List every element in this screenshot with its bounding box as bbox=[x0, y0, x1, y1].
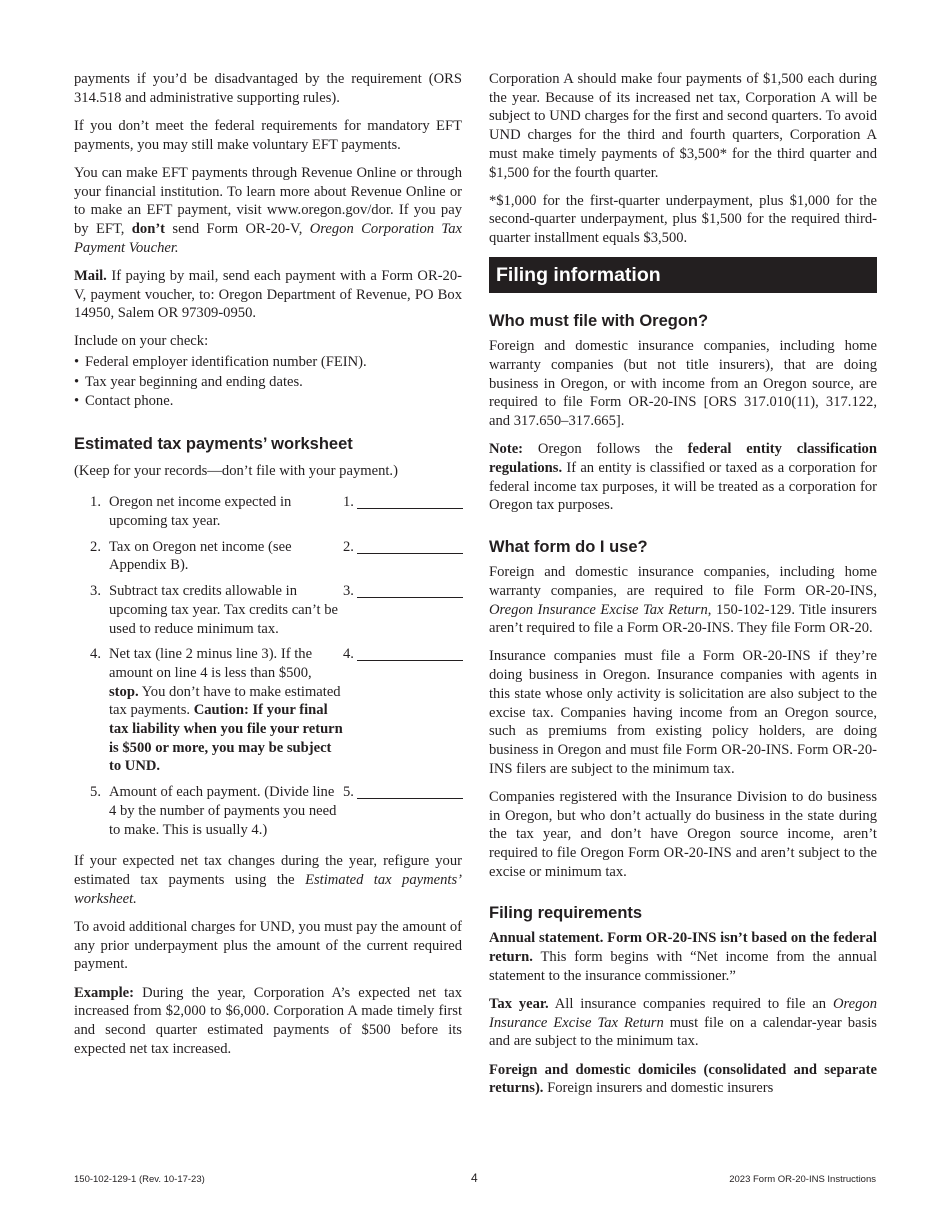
line-number: 1. bbox=[90, 494, 101, 511]
registered-paragraph: Companies registered with the Insurance Division to do business in Oregon, but who don’t actually do business in the state during the tax year, and don’t have Oregon source income, aren’t required to file Oregon Form OR-20-INS and aren’t subject to the excise or minimum tax. bbox=[489, 788, 877, 880]
footer-form-number: 150-102-129-1 (Rev. 10-17-23) bbox=[74, 1174, 205, 1185]
footer-form-title: 2023 Form OR-20-INS Instructions bbox=[729, 1174, 876, 1185]
und-paragraph: To avoid additional charges for UND, you must pay the amount of any prior underpayment plus the amount of the current required payment. bbox=[74, 918, 462, 973]
eft-revenue-online-paragraph bbox=[74, 164, 462, 258]
line-label: 3. bbox=[343, 583, 354, 600]
tax-year-text-b: must file on a calendar-year basis and are subject to the minimum tax. bbox=[489, 1014, 877, 1050]
must-file-paragraph: Insurance companies must file a Form OR-20-INS if they’re doing business in Oregon. Insurance companies with agents in this state whose only activity is solicitation are also subject to the excise tax. Companies having income from an Oregon source, such as premiums from existing policy holders, are doing business in Oregon and must file Form OR-20-INS. Form OR-20-INS filers are subject to the minimum tax. bbox=[489, 648, 877, 777]
line-4-caution: Caution: If your final tax liability when you file your return is $500 or more, you may be subject to UND. bbox=[109, 702, 343, 775]
line-5-entry-field[interactable] bbox=[357, 783, 463, 799]
note-text-a: Oregon follows the bbox=[537, 441, 673, 458]
line-description: Subtract tax credits allowable in upcoming tax year. Tax credits can’t be used to reduce minimum tax. bbox=[109, 583, 339, 637]
line-label: 1. bbox=[343, 494, 354, 511]
annual-statement-paragraph bbox=[489, 929, 877, 985]
worksheet-line-5 bbox=[74, 783, 462, 839]
tax-year-text-a: All insurance companies required to file an bbox=[554, 996, 827, 1013]
line-4-entry-field[interactable] bbox=[357, 645, 463, 661]
example-paragraph bbox=[74, 984, 462, 1059]
line-3-entry-field[interactable] bbox=[357, 582, 463, 598]
worksheet-line-3 bbox=[74, 582, 462, 638]
line-4-text-b: You don’t have to make estimated tax payments. bbox=[109, 683, 341, 719]
note-regulations: federal entity classification regulations. bbox=[489, 441, 877, 477]
line-description: Tax on Oregon net income (see Appendix B). bbox=[109, 538, 292, 574]
line-label: 4. bbox=[343, 646, 354, 663]
line-description: Amount of each payment. (Divide line 4 by the number of payments you need to make. This is usually 4.) bbox=[109, 784, 337, 838]
worksheet-note: (Keep for your records—don’t file with your payment.) bbox=[74, 462, 398, 479]
who-must-file-heading: Who must file with Oregon? bbox=[489, 312, 709, 331]
eft-voucher-title: Oregon Corporation Tax Payment Voucher. bbox=[74, 220, 462, 256]
refigure-text: If your expected net tax changes during the year, refigure your estimated tax payments using the bbox=[74, 853, 462, 888]
domiciles-text: Foreign insurers and domestic insurers bbox=[547, 1080, 774, 1097]
who-must-file-paragraph: Foreign and domestic insurance companies, including home warranty companies (but not title insurers), that are doing business in Oregon, or with income from an Oregon source, are required to file Form OR-20-INS [ORS 317.010(11), 317.122, and 317.650–317.665]. bbox=[489, 338, 877, 430]
line-1-entry-field[interactable] bbox=[357, 493, 463, 509]
line-label: 2. bbox=[343, 538, 354, 555]
refigure-paragraph bbox=[74, 852, 462, 908]
example-continued-paragraph: Corporation A should make four payments of $1,500 each during the year. Because of its increased net tax, Corporation A will be subject to UND charges for the first and second quarters. To avoid UND charges for the third and fourth quarters, Corporation A must make timely payments of $3,500* for the third quarter and $1,500 for the fourth quarter. bbox=[489, 71, 877, 181]
list-item-text: Contact phone. bbox=[85, 393, 174, 410]
note-text-b: If an entity is classified or taxed as a corporation for federal income tax purposes, it will be treated as a corporation for Oregon tax purposes. bbox=[489, 460, 877, 514]
worksheet-heading: Estimated tax payments’ worksheet bbox=[74, 434, 353, 453]
list-item-text: Tax year beginning and ending dates. bbox=[85, 373, 303, 390]
mail-text: If paying by mail, send each payment with a Form OR-20-V, payment voucher, to: Oregon Department of Revenue, PO Box 14950, Salem OR 97309-0950. bbox=[74, 267, 463, 322]
list-item: • Contact phone. bbox=[74, 393, 174, 410]
note-paragraph bbox=[489, 440, 877, 515]
line-number: 3. bbox=[90, 583, 101, 600]
filing-requirements-heading: Filing requirements bbox=[489, 904, 643, 923]
line-label: 5. bbox=[343, 784, 354, 801]
line-description: Oregon net income expected in upcoming tax year. bbox=[109, 494, 292, 530]
domiciles-label: Foreign and domestic domiciles (consolidated and separate returns). bbox=[489, 1061, 877, 1097]
mail-paragraph bbox=[74, 267, 462, 323]
line-4-stop: stop. bbox=[109, 683, 139, 700]
worksheet-line-4 bbox=[74, 645, 462, 776]
right-column bbox=[489, 70, 877, 1108]
form-text-a: Foreign and domestic insurance companies, including home warranty companies, are required to file Form OR-20-INS, bbox=[489, 564, 877, 599]
domiciles-paragraph bbox=[489, 1061, 877, 1098]
example-text: During the year, Corporation A’s expected net tax increased from $2,000 to $6,000. Corporation A made timely first and second quarter estimated payments of $500 before its expected net tax increased. bbox=[74, 984, 462, 1057]
what-form-paragraph bbox=[489, 563, 877, 638]
include-list bbox=[74, 353, 462, 412]
include-intro: Include on your check: bbox=[74, 333, 209, 350]
what-form-heading: What form do I use? bbox=[489, 538, 648, 557]
eft-text-b: send Form OR-20-V, bbox=[172, 220, 303, 237]
eft-dont-bold: don’t bbox=[131, 220, 166, 237]
annual-statement-text: This form begins with “Net income from the annual statement to the insurance commissioner.” bbox=[489, 949, 877, 984]
list-item: • Federal employer identification number (FEIN). bbox=[74, 354, 367, 371]
filing-information-banner: Filing information bbox=[489, 257, 877, 293]
left-column bbox=[74, 70, 462, 1068]
footer-page-number: 4 bbox=[471, 1171, 478, 1185]
eft-disadvantage-paragraph: payments if you’d be disadvantaged by the requirement (ORS 314.518 and administrative supporting rules). bbox=[74, 71, 462, 106]
note-label: Note: bbox=[489, 441, 524, 458]
list-item-text: Federal employer identification number (FEIN). bbox=[85, 354, 367, 371]
list-item: • Tax year beginning and ending dates. bbox=[74, 373, 303, 390]
line-4-text-a: Net tax (line 2 minus line 3). If the amount on line 4 is less than $500, bbox=[109, 646, 313, 681]
line-number: 4. bbox=[90, 646, 101, 663]
eft-text-a: You can make EFT payments through Revenue Online or through your financial institution. To learn more about Revenue Online or to make an EFT payment, visit www.oregon.gov/dor. If you pay by EFT, bbox=[74, 164, 462, 237]
mail-label: Mail. bbox=[74, 267, 107, 284]
tax-year-label: Tax year. bbox=[489, 996, 549, 1013]
refigure-worksheet-title: Estimated tax payments’ worksheet. bbox=[74, 872, 462, 907]
worksheet-line-2 bbox=[74, 538, 462, 575]
line-number: 2. bbox=[90, 538, 101, 555]
footnote-paragraph: *$1,000 for the first-quarter underpayment, plus $1,000 for the second-quarter underpayment, plus $1,500 for the required third-quarter installment equals $3,500. bbox=[489, 192, 877, 247]
form-text-b: , 150-102-129. Title insurers aren’t required to file a Form OR-20-INS. They file Form OR-20. bbox=[489, 601, 877, 637]
worksheet-line-1 bbox=[74, 493, 462, 530]
annual-statement-label: Annual statement. Form OR-20-INS isn’t based on the federal return. bbox=[489, 930, 877, 966]
line-number: 5. bbox=[90, 784, 101, 801]
line-2-entry-field[interactable] bbox=[357, 538, 463, 554]
line-description bbox=[109, 645, 343, 776]
voluntary-eft-paragraph: If you don’t meet the federal requirements for mandatory EFT payments, you may still make voluntary EFT payments. bbox=[74, 117, 462, 153]
form-title: Oregon Insurance Excise Tax Return bbox=[489, 601, 708, 618]
tax-year-return-title: Oregon Insurance Excise Tax Return bbox=[489, 996, 877, 1031]
example-label: Example: bbox=[74, 984, 134, 1001]
tax-year-paragraph bbox=[489, 995, 877, 1051]
